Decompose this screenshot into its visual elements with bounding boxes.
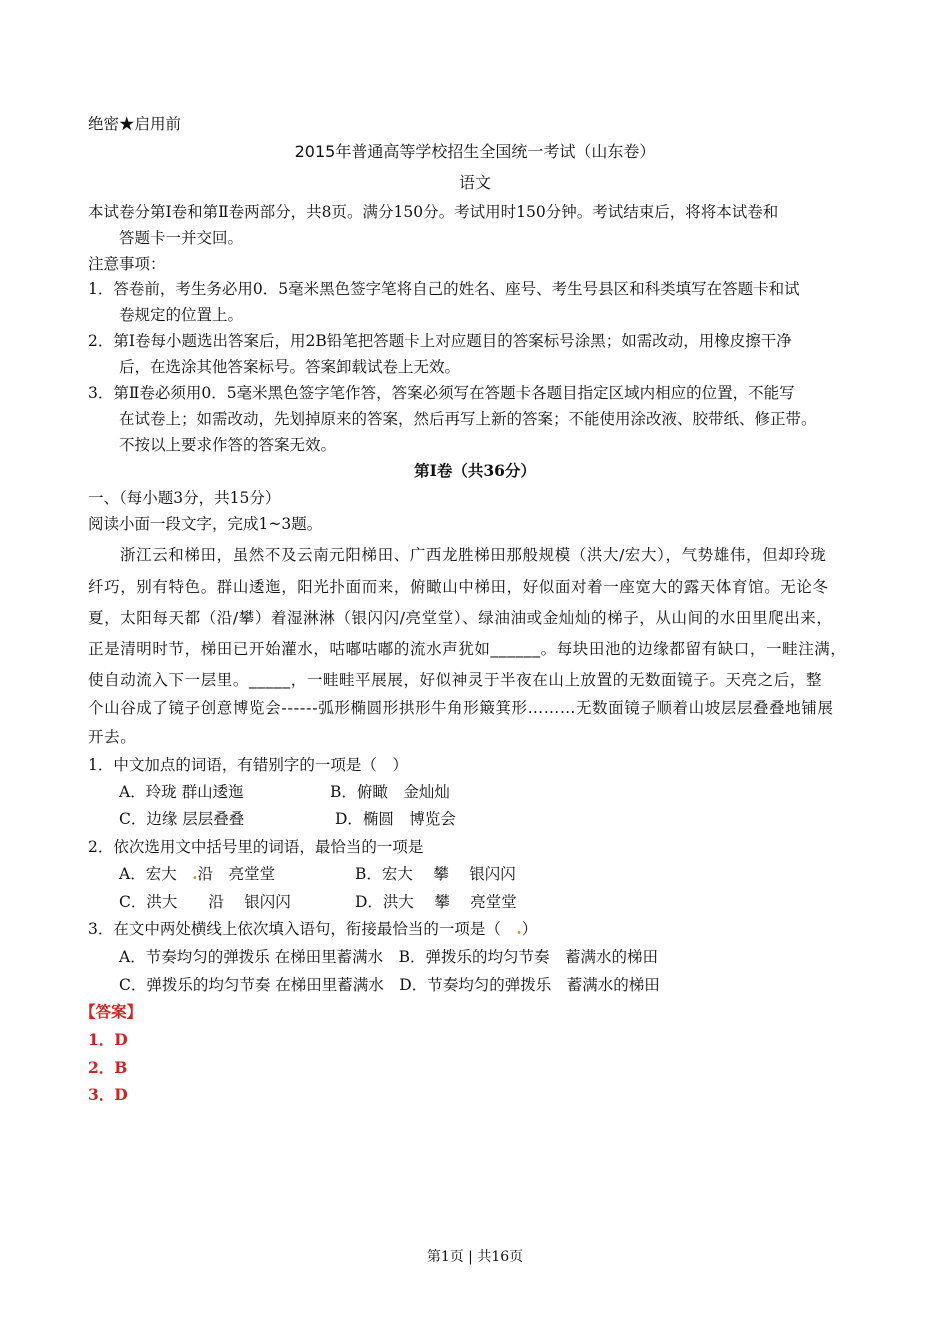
passage-line-4: 正是清明时节，梯田已开始灌水，咕嘟咕嘟的流水声犹如______。每块田池的边缘都留有缺口，一畦注满， xyxy=(88,640,847,658)
question-1-stem: 1．中文加点的词语，有错别字的一项是（ ） xyxy=(88,756,408,774)
q3-options-cd: C．弹拨乐的均匀节奏 在梯田里蓄满水 D．节奏均匀的弹拨乐 蓄满水的梯田 xyxy=(119,976,660,994)
question-3-stem-end: ） xyxy=(521,920,538,938)
q1-option-b: B．俯瞰 金灿灿 xyxy=(330,783,450,801)
q2-option-c: C．洪大 沿 银闪闪 xyxy=(119,893,291,911)
q2-option-b: B．宏大 攀 银闪闪 xyxy=(355,865,516,883)
answer-2: 2．B xyxy=(88,1058,128,1077)
passage-line-7: 开去。 xyxy=(88,728,137,746)
q1-option-d: D．椭圆 博览会 xyxy=(335,810,456,828)
passage-line-6: 个山谷成了镜子创意博览会------弧形椭圆形拱形牛角形簸箕形………无数面镜子顺着山坡层层叠叠地铺展 xyxy=(88,699,834,717)
reading-instruction: 阅读小面一段文字，完成1~3题。 xyxy=(88,515,323,533)
passage-line-5: 使自动流入下一层里。_____，一畦畦平展展，好似神灵于半夜在山上放置的无数面镜子。天亮之后，整 xyxy=(88,671,823,689)
secret-mark: 绝密★启用前 xyxy=(88,115,182,133)
exam-title: 2015年普通高等学校招生全国统一考试（山东卷） xyxy=(294,142,656,161)
page-footer: 第1页 | 共16页 xyxy=(426,1249,524,1265)
answer-1: 1．D xyxy=(88,1030,128,1049)
section-1-heading: 第Ⅰ卷（共36分） xyxy=(414,461,536,480)
part-1-label: 一、（每小题3分，共15分） xyxy=(88,489,281,507)
note-3-line-3: 不按以上要求作答的答案无效。 xyxy=(119,436,337,454)
notes-heading: 注意事项： xyxy=(88,255,166,273)
passage-line-2: 纤巧，别有特色。群山逶迤，阳光扑面而来，俯瞰山中梯田，好似面对着一座宽大的露天体育馆。无论冬 xyxy=(88,578,829,596)
answer-3: 3．D xyxy=(88,1085,128,1104)
q2-option-a-label: A．宏大 xyxy=(119,865,177,883)
intro-line-1: 本试卷分第Ⅰ卷和第Ⅱ卷两部分，共8页。满分150分。考试用时150分钟。考试结束后，将将本试卷和 xyxy=(88,203,779,221)
note-3-line-2: 在试卷上；如需改动，先划掉原来的答案，然后再写上新的答案；不能使用涂改液、胶带纸、修正带。 xyxy=(119,410,817,428)
note-1-line-2: 卷规定的位置上。 xyxy=(119,306,244,324)
answers-heading: 【答案】 xyxy=(80,1002,143,1021)
question-3-stem-text: 3．在文中两处横线上依次填入语句，衔接最恰当的一项是（ xyxy=(88,920,501,938)
note-2-line-1: 2．第Ⅰ卷每小题选出答案后，用2B铅笔把答题卡上对应题目的答案标号涂黑；如需改动，用橡皮擦干净 xyxy=(88,332,792,350)
question-3-stem xyxy=(88,919,537,939)
dot-mark: . xyxy=(500,919,522,938)
subject-title: 语文 xyxy=(458,173,491,192)
q1-option-a: A．玲珑 群山逶迤 xyxy=(119,783,244,801)
question-2-stem: 2．依次选用文中括号里的词语，最恰当的一项是 xyxy=(88,838,424,856)
q2-option-a-rest: 沿 亮堂堂 xyxy=(197,865,276,883)
note-1-line-1: 1．答卷前，考生务必用0．5毫米黑色签字笔将自己的姓名、座号、考生号县区和科类填写在答题卡和试 xyxy=(88,280,800,298)
q2-option-a xyxy=(119,864,275,884)
passage-line-1: 浙江云和梯田，虽然不及云南元阳梯田、广西龙胜梯田那般规模（洪大/宏大），气势雄伟，但却玲珑 xyxy=(120,546,827,564)
q3-options-ab: A．节奏均匀的弹拨乐 在梯田里蓄满水 B．弹拨乐的均匀节奏 蓄满水的梯田 xyxy=(119,948,659,966)
intro-line-2: 答题卡一并交回。 xyxy=(119,229,244,247)
q1-option-c: C．边缘 层层叠叠 xyxy=(119,810,245,828)
passage-line-3: 夏，太阳每天都（沿/攀）着湿淋淋（银闪闪/亮堂堂）、绿油油或金灿灿的梯子，从山间的水田里爬出来， xyxy=(88,609,833,627)
q2-option-d: D．洪大 攀 亮堂堂 xyxy=(355,893,517,911)
dot-mark: . xyxy=(176,864,198,883)
note-3-line-1: 3．第Ⅱ卷必须用0．5毫米黑色签字笔作答，答案必须写在答题卡各题目指定区域内相应的位置，不能写 xyxy=(88,384,795,402)
note-2-line-2: 后，在选涂其他答案标号。答案卸载试卷上无效。 xyxy=(119,358,461,376)
